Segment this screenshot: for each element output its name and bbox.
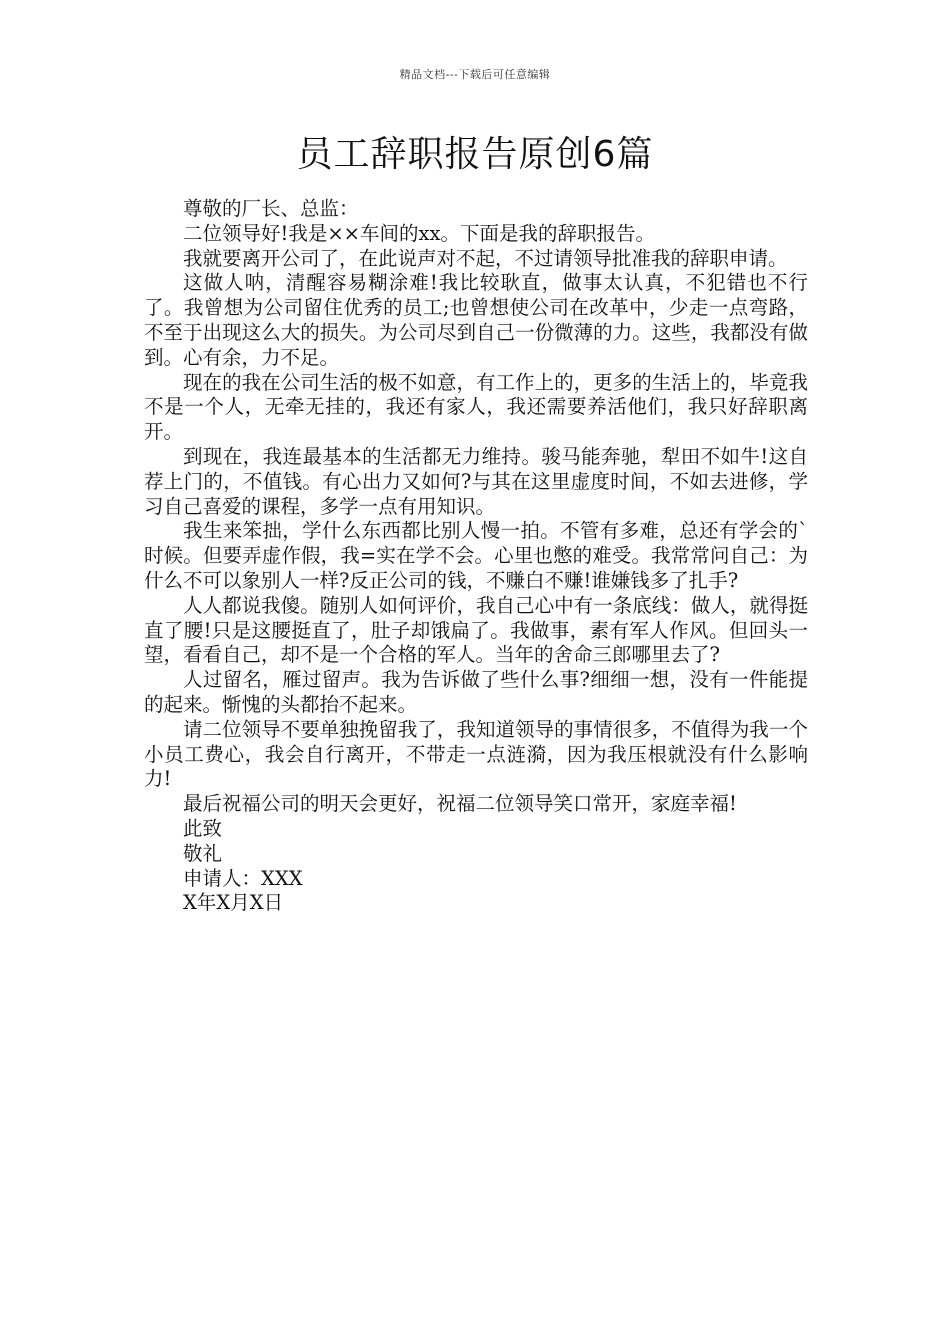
header-note: 精品文档---下载后可任意编辑: [399, 68, 551, 81]
paragraph: 最后祝福公司的明天会更好，祝福二位领导笑口常开，家庭幸福!: [183, 792, 737, 816]
paragraph: 我就要离开公司了，在此说声对不起，不过请领导批准我的辞职申请。: [183, 246, 788, 270]
paragraph: 现在的我在公司生活的极不如意，有工作上的，更多的生活上的，毕竟我不是一个人，无牵无挂的，我还有家人，我还需要养活他们，我只好辞职离开。: [144, 370, 808, 444]
applicant-signature: 申请人：XXX: [183, 866, 303, 890]
paragraph: 人过留名，雁过留声。我为告诉做了些什么事?细细一想，没有一件能提的起来。惭愧的头都抬不起来。: [144, 668, 808, 716]
closing-line-2: 敬礼: [183, 841, 223, 865]
paragraph: 到现在，我连最基本的生活都无力维持。骏马能奔驰，犁田不如牛!这自荐上门的，不值钱。有心出力又如何?与其在这里虚度时间，不如去进修，学习自己喜爱的课程，多学一点有用知识。: [144, 444, 808, 518]
closing-line-1: 此致: [183, 816, 223, 840]
salutation: 尊敬的厂长、总监：: [183, 197, 359, 220]
paragraph: 二位领导好!我是××车间的xx。下面是我的辞职报告。: [183, 221, 656, 245]
document-body: [144, 197, 808, 916]
paragraph: 这做人呐，清醒容易糊涂难!我比较耿直，做事太认真，不犯错也不行了。我曾想为公司留住优秀的员工;也曾想使公司在改革中，少走一点弯路，不至于出现这么大的损失。为公司尽到自己一份微薄的力。这些，我都没有做到。心有余，力不足。: [144, 271, 808, 369]
paragraph: 人人都说我傻。随别人如何评价，我自己心中有一条底线：做人，就得挺直了腰!只是这腰挺直了，肚子却饿扁了。我做事，素有军人作风。但回头一望，看看自己，却不是一个合格的军人。当年的舍命三郎哪里去了?: [144, 593, 808, 667]
paragraph: 请二位领导不要单独挽留我了，我知道领导的事情很多，不值得为我一个小员工费心，我会自行离开，不带走一点涟漪，因为我压根就没有什么影响力!: [144, 717, 808, 791]
document-title: 员工辞职报告原创6篇: [296, 134, 654, 175]
paragraph: 我生来笨拙，学什么东西都比别人慢一拍。不管有多难，总还有学会的`时候。但要弄虚作假，我=实在学不会。心里也憋的难受。我常常问自己：为什么不可以象别人一样?反正公司的钱，不赚白不赚!谁嫌钱多了扎手?: [144, 519, 808, 592]
signature-date: X年X月X日: [183, 891, 284, 915]
